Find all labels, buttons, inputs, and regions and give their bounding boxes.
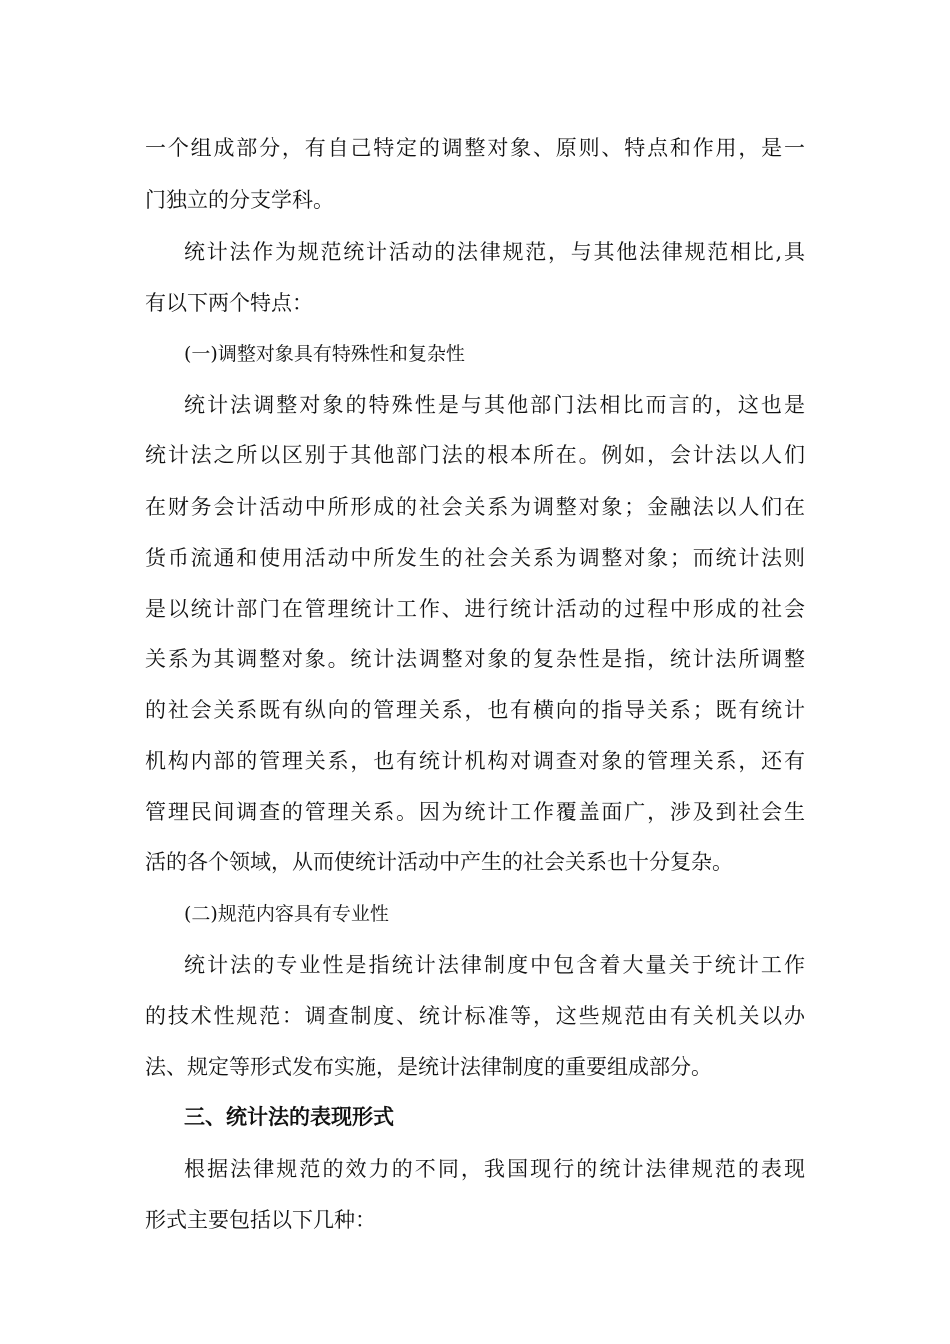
body-text-line: 在财务会计活动中所形成的社会关系为调整对象；金融法以人们在 (145, 495, 805, 519)
body-text-line: 门独立的分支学科。 (145, 188, 334, 212)
subsection-heading: (一)调整对象具有特殊性和复杂性 (184, 343, 465, 365)
paragraph-first-line: 根据法律规范的效力的不同，我国现行的统计法律规范的表现 (184, 1157, 805, 1181)
body-text-line: 的技术性规范：调查制度、统计标准等，这些规范由有关机关以办 (145, 1004, 805, 1028)
body-text-line: 一个组成部分，有自己特定的调整对象、原则、特点和作用，是一 (145, 136, 805, 160)
body-text-line: 货币流通和使用活动中所发生的社会关系为调整对象；而统计法则 (145, 546, 805, 570)
body-text-line: 是以统计部门在管理统计工作、进行统计活动的过程中形成的社会 (145, 597, 805, 621)
body-text-line: 形式主要包括以下几种： (145, 1208, 376, 1232)
body-text-line: 统计法之所以区别于其他部门法的根本所在。例如，会计法以人们 (145, 443, 805, 467)
body-text-line: 管理民间调查的管理关系。因为统计工作覆盖面广，涉及到社会生 (145, 800, 805, 824)
paragraph-first-line: 统计法作为规范统计活动的法律规范，与其他法律规范相比,具 (184, 240, 805, 264)
body-text-line: 关系为其调整对象。统计法调整对象的复杂性是指，统计法所调整 (145, 647, 805, 671)
subsection-heading: (二)规范内容具有专业性 (184, 903, 389, 925)
section-heading: 三、统计法的表现形式 (184, 1104, 394, 1129)
body-text-line: 的社会关系既有纵向的管理关系，也有横向的指导关系；既有统计 (145, 698, 805, 722)
body-text-line: 机构内部的管理关系，也有统计机构对调查对象的管理关系，还有 (145, 749, 805, 773)
paragraph-first-line: 统计法的专业性是指统计法律制度中包含着大量关于统计工作 (184, 953, 805, 977)
body-text-line: 有以下两个特点： (145, 291, 313, 315)
body-text-line: 活的各个领域，从而使统计活动中产生的社会关系也十分复杂。 (145, 850, 733, 874)
body-text-line: 法、规定等形式发布实施，是统计法律制度的重要组成部分。 (145, 1055, 712, 1079)
paragraph-first-line: 统计法调整对象的特殊性是与其他部门法相比而言的，这也是 (184, 393, 805, 417)
